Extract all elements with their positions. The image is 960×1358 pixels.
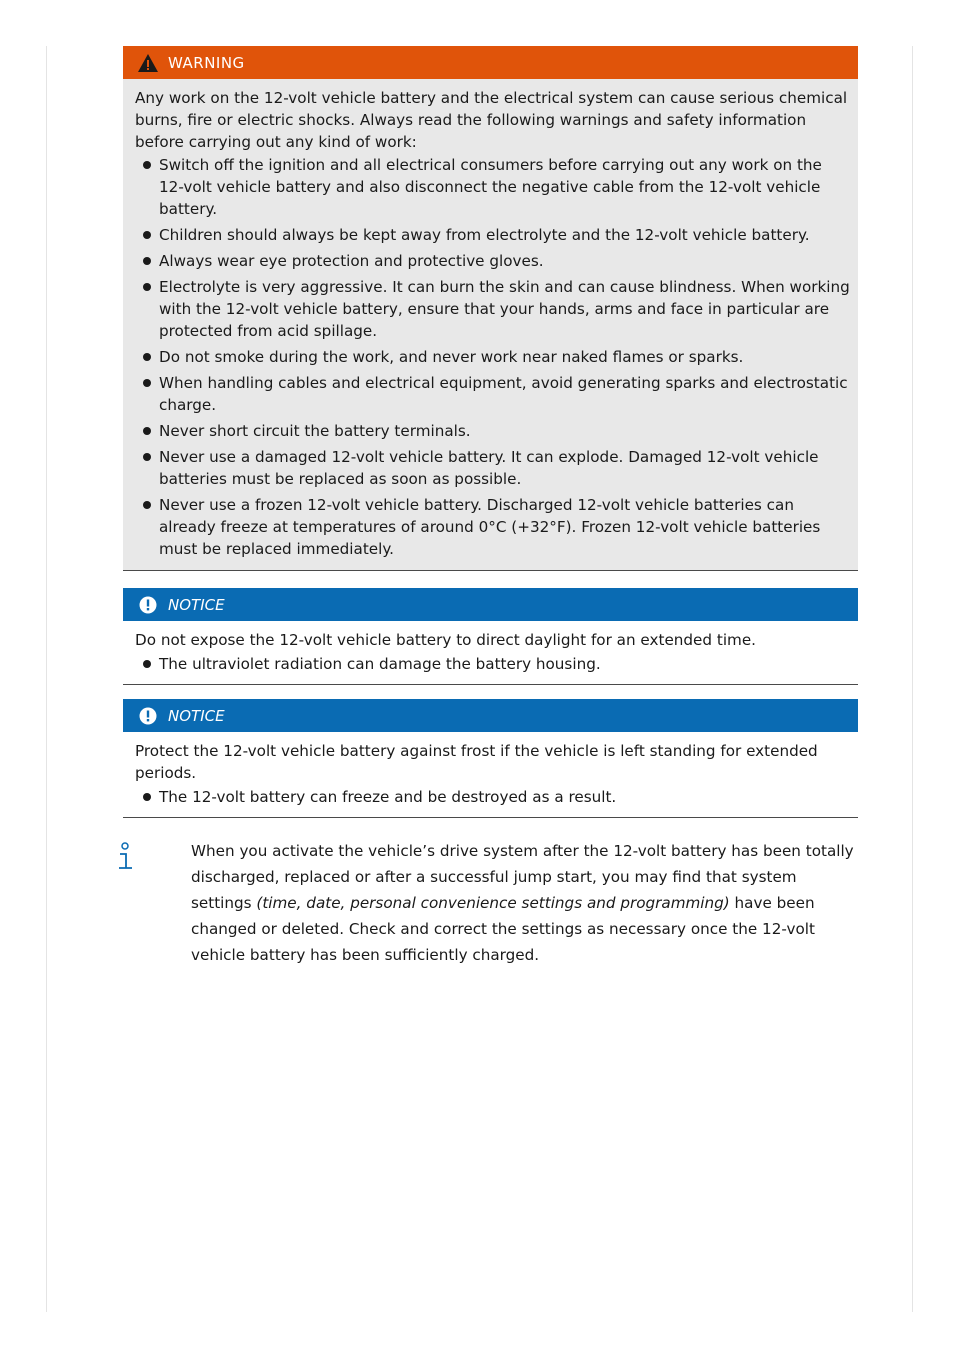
list-item: Electrolyte is very aggressive. It can burn the skin and can cause blindness. When working with the 12-volt vehicle battery, ensure that your hands, arms and face in particular are protected from acid spillage. [135,276,850,342]
warning-intro: Any work on the 12-volt vehicle battery and the electrical system can cause serious chemical burns, fire or electric shocks. Always read the following warnings and safety information before carrying out any kind of work: [135,89,848,151]
notice-header [123,699,858,732]
notice-block-daylight [123,588,858,685]
list-item: Never use a frozen 12-volt vehicle battery. Discharged 12-volt vehicle batteries can already freeze at temperatures of around 0°C (+32°F). Frozen 12-volt vehicle batteries must be replaced immediately. [135,494,850,560]
page-margin-left [46,46,47,1312]
exclamation-circle-icon [139,596,157,614]
list-item: The ultraviolet radiation can damage the battery housing. [135,653,850,675]
warning-body [123,79,858,571]
exclamation-circle-icon [139,707,157,725]
notice-title: NOTICE [168,706,225,725]
list-item: Never use a damaged 12-volt vehicle battery. It can explode. Damaged 12-volt vehicle batteries must be replaced as soon as possible. [135,446,850,490]
list-item: Always wear eye protection and protective gloves. [135,250,850,272]
warning-title: WARNING [168,53,245,72]
notice-title: NOTICE [168,595,225,614]
info-text-part: When you activate the vehicle’s drive system after the 12-volt battery has been totally discharged, replaced or after a successful jump start, you may find that system settings [191,842,854,912]
list-item: Children should always be kept away from electrolyte and the 12-volt vehicle battery. [135,224,850,246]
notice-block-frost [123,699,858,818]
warning-list [135,154,850,560]
info-text [191,838,858,968]
info-text-part: have been changed or deleted. Check and correct the settings as necessary once the 12-volt vehicle battery has been sufficiently charged. [191,894,815,964]
page-margin-right [912,46,913,1312]
notice-list [135,653,850,675]
list-item: The 12-volt battery can freeze and be destroyed as a result. [135,786,850,808]
warning-header [123,46,858,79]
info-icon [115,842,135,872]
notice-body [123,732,858,818]
notice-header [123,588,858,621]
notice-text: Do not expose the 12-volt vehicle battery to direct daylight for an extended time. [135,631,757,649]
list-item: When handling cables and electrical equipment, avoid generating sparks and electrostatic charge. [135,372,850,416]
warning-block [123,46,858,571]
notice-text: Protect the 12-volt vehicle battery against frost if the vehicle is left standing for extended periods. [135,742,818,782]
list-item: Switch off the ignition and all electrical consumers before carrying out any work on the 12-volt vehicle battery and also disconnect the negative cable from the 12-volt vehicle battery. [135,154,850,220]
list-item: Never short circuit the battery terminals. [135,420,850,442]
info-block [123,838,858,968]
page-content [123,46,858,968]
warning-triangle-icon [137,53,159,73]
notice-list [135,786,850,808]
list-item: Do not smoke during the work, and never work near naked flames or sparks. [135,346,850,368]
notice-body [123,621,858,685]
info-text-italic: (time, date, personal convenience settings and programming) [256,894,730,912]
